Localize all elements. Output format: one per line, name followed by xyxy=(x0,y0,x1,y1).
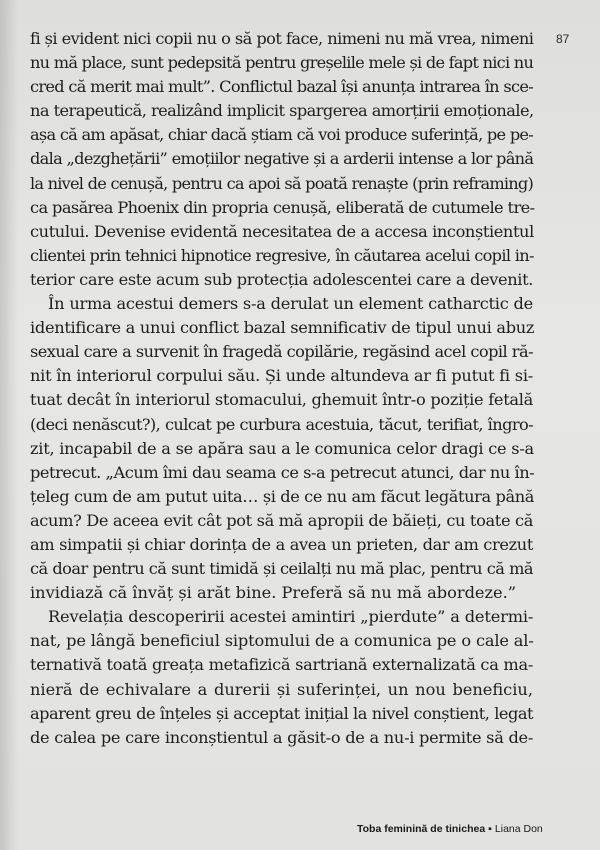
text-line: țeleg cum de am putut uita… și de ce nu am făcut legătura până xyxy=(30,486,534,506)
book-author: Liana Don xyxy=(494,823,543,835)
text-line: am simpatii și chiar dorința de a avea un prieten, dar am crezut xyxy=(30,534,533,554)
text-line: (deci nenăscut?), culcat pe curbura acestuia, tăcut, terifiat, îngro- xyxy=(30,414,533,434)
text-line: ternativă toată greața metafizică sartriană externalizată ca ma- xyxy=(30,655,533,675)
text-line: În urma acestui demers s-a derulat un element catharctic de xyxy=(48,294,533,314)
text-line: de calea pe care inconștientul a găsit-o de a nu-i permite să de- xyxy=(30,727,533,747)
text-line: cred că merit mai mult”. Conflictul bazal își anunța intrarea în sce- xyxy=(30,77,533,97)
text-line: identificare a unui conflict bazal semnificativ de tipul unui abuz xyxy=(30,318,535,338)
paragraph-1 xyxy=(30,27,533,292)
running-footer xyxy=(357,823,543,835)
text-line: așa că am apăsat, chiar dacă știam că voi produce suferință, pe pe- xyxy=(30,125,533,145)
text-line: nat, pe lângă beneficiul siptomului de a comunica pe o cale al- xyxy=(30,631,534,651)
text-line: cutului. Devenise evidentă necesitatea de a accesa inconștientul xyxy=(30,221,534,241)
text-line: petrecut. „Acum îmi dau seama ce s-a petrecut atunci, dar nu în- xyxy=(30,462,535,482)
text-line: sexual care a survenit în fragedă copilărie, regăsind acel copil ră- xyxy=(30,342,533,362)
text-line: nit în interiorul corpului său. Și unde altundeva ar fi putut fi si- xyxy=(30,366,533,386)
page-gutter-shadow xyxy=(0,0,18,850)
text-line: tuat decât în interiorul stomacului, ghemuit într-o poziție fetală xyxy=(30,390,533,410)
text-line: fi și evident nici copii nu o să pot face, nimeni nu mă vrea, nimeni xyxy=(30,29,534,48)
text-line: terior care este acum sub protecția adolescentei care a devenit. xyxy=(30,269,534,289)
text-line: acum? De aceea evit cât pot să mă apropii de băieți, cu toate că xyxy=(30,510,533,530)
paragraph-3 xyxy=(30,605,533,750)
text-line: aparent greu de înțeles și acceptat inițial la nivel conștient, legat xyxy=(30,703,533,723)
footer-separator: ▪ xyxy=(488,823,492,835)
text-line: clientei prin tehnici hipnotice regresive, în căutarea acelui copil in- xyxy=(30,245,534,265)
text-line: că doar pentru că sunt timidă și ceilalți nu mă plac, pentru că mă xyxy=(30,559,533,579)
text-line: Revelația descoperirii acestei amintiri „pierdute” a determi- xyxy=(48,607,534,627)
text-line: invidiază că învăț și arăt bine. Preferă să nu mă abordeze.” xyxy=(30,583,517,603)
book-title: Toba feminină de tinichea xyxy=(357,823,486,835)
body-text xyxy=(30,27,533,750)
text-line: zit, incapabil de a se apăra sau a le comunica celor dragi ce s-a xyxy=(30,438,534,458)
text-line: na terapeutică, realizând implicit spargerea amorțirii emoționale, xyxy=(30,101,534,121)
text-line: dala „dezghețării” emoțiilor negative și a arderii intense a lor până xyxy=(30,149,534,169)
text-line: nieră de echivalare a durerii și suferinței, un nou beneficiu, xyxy=(30,679,533,699)
paragraph-2 xyxy=(30,292,533,605)
text-line: la nivel de cenușă, pentru ca apoi să poată renaște (prin reframing) xyxy=(30,173,533,193)
text-line: nu mă place, sunt pedepsită pentru greșelile mele și de fapt nici nu xyxy=(30,53,534,73)
text-line: ca pasărea Phoenix din propria cenușă, eliberată de cutumele tre- xyxy=(30,197,535,217)
page-number: 87 xyxy=(556,32,570,46)
